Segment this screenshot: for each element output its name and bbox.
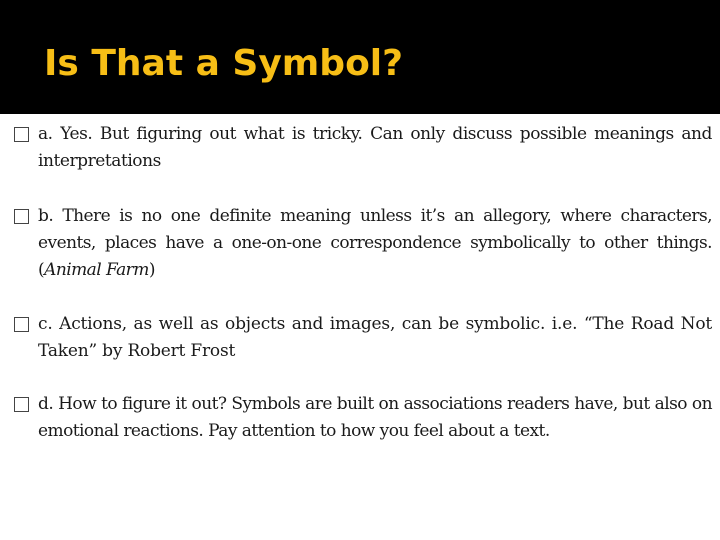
title-bar bbox=[0, 0, 720, 114]
book-title: Animal Farm bbox=[44, 260, 149, 280]
bullet-item bbox=[14, 203, 712, 284]
bullet-item bbox=[14, 311, 712, 365]
square-bullet-icon bbox=[14, 317, 29, 332]
square-bullet-icon bbox=[14, 127, 29, 142]
bullet-text: b. There is no one definite meaning unless it’s an allegory, where characters, events, places have a one-on-one correspondence symbolically to other things. ( bbox=[38, 206, 712, 280]
square-bullet-icon bbox=[14, 397, 29, 412]
bullet-text: d. How to figure it out? Symbols are built on associations readers have, but also on emotional reactions. Pay attention to how you feel about a text. bbox=[38, 394, 712, 441]
bullet-text-end: ) bbox=[148, 260, 155, 280]
bullet-item bbox=[14, 391, 712, 445]
bullet-text: c. Actions, as well as objects and images, can be symbolic. i.e. “The Road Not Taken” by Robert Frost bbox=[38, 314, 712, 361]
bullet-text-container bbox=[38, 203, 712, 284]
bullet-text: a. Yes. But figuring out what is tricky. Can only discuss possible meanings and interpretations bbox=[38, 124, 712, 171]
slide-title: Is That a Symbol? bbox=[44, 43, 404, 84]
bullet-item bbox=[14, 121, 712, 175]
square-bullet-icon bbox=[14, 209, 29, 224]
